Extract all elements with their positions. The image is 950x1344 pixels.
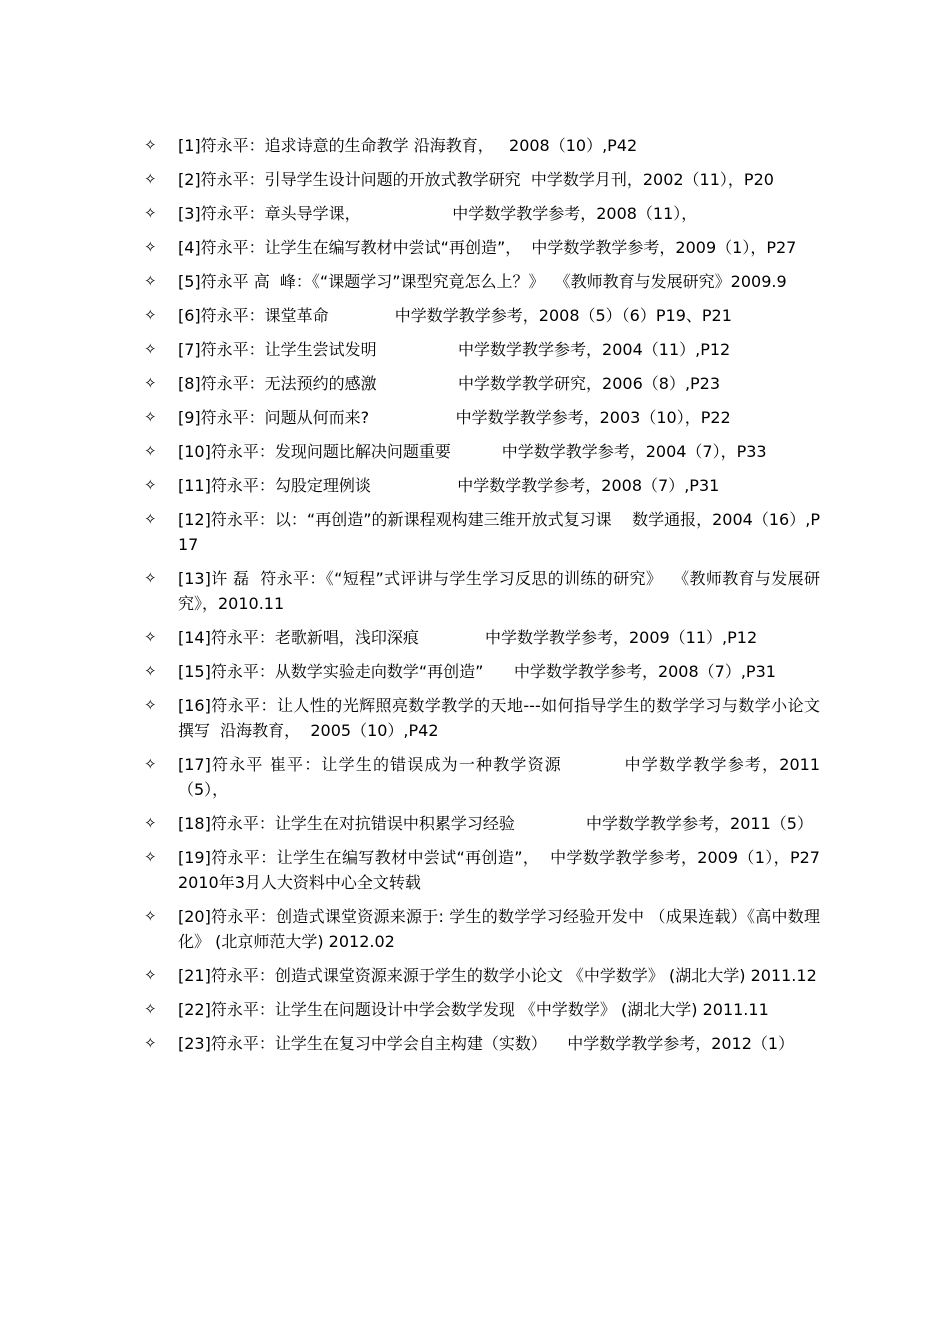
reference-item (140, 752, 820, 802)
reference-text: [17]符永平 崔平：让学生的错误成为一种教学资源 中学数学教学参考，2011（5）， (178, 755, 820, 799)
diamond-bullet-icon: ✧ (144, 136, 157, 154)
diamond-bullet-icon: ✧ (144, 306, 157, 324)
diamond-bullet-icon: ✧ (144, 442, 157, 460)
reference-item (140, 625, 820, 650)
reference-text: [7]符永平：让学生尝试发明 中学数学教学参考，2004（11）,P12 (178, 340, 731, 359)
diamond-bullet-icon: ✧ (144, 814, 157, 832)
reference-item (140, 439, 820, 464)
reference-text: [11]符永平：勾股定理例谈 中学数学教学参考，2008（7）,P31 (178, 476, 720, 495)
reference-text: [15]符永平：从数学实验走向数学“再创造” 中学数学教学参考，2008（7）,P31 (178, 662, 776, 681)
reference-item (140, 405, 820, 430)
diamond-bullet-icon: ✧ (144, 204, 157, 222)
reference-text: [5]符永平 高 峰：《“课题学习”课型究竟怎么上？》 《教师教育与发展研究》2009.9 (178, 272, 787, 291)
reference-item (140, 845, 831, 895)
diamond-bullet-icon: ✧ (144, 966, 157, 984)
reference-item (140, 997, 820, 1022)
diamond-bullet-icon: ✧ (144, 408, 157, 426)
diamond-bullet-icon: ✧ (144, 476, 157, 494)
reference-list (140, 133, 831, 1065)
reference-item (140, 659, 820, 684)
reference-text: [22]符永平：让学生在问题设计中学会数学发现 《中学数学》 (湖北大学) 2011.11 (178, 1000, 769, 1019)
reference-text: [9]符永平：问题从何而来? 中学数学教学参考，2003（10），P22 (178, 408, 731, 427)
reference-item (140, 371, 820, 396)
diamond-bullet-icon: ✧ (144, 662, 157, 680)
reference-item (140, 811, 820, 836)
reference-text: [20]符永平：创造式课堂资源来源于: 学生的数学学习经验开发中 （成果连载）《高中数理化》 (北京师范大学) 2012.02 (178, 907, 820, 951)
diamond-bullet-icon: ✧ (144, 1000, 157, 1018)
reference-item (140, 473, 820, 498)
reference-item (140, 269, 820, 294)
diamond-bullet-icon: ✧ (144, 510, 157, 528)
diamond-bullet-icon: ✧ (144, 238, 157, 256)
reference-item (140, 337, 820, 362)
diamond-bullet-icon: ✧ (144, 569, 157, 587)
reference-text: [13]许 磊 符永平：《“短程”式评讲与学生学习反思的训练的研究》 《教师教育与发展研究》，2010.11 (178, 569, 820, 613)
reference-item (140, 133, 820, 158)
reference-item (140, 1031, 820, 1056)
diamond-bullet-icon: ✧ (144, 848, 157, 866)
reference-text: [16]符永平：让人性的光辉照亮数学教学的天地---如何指导学生的数学学习与数学小论文撰写 沿海教育， 2005（10）,P42 (178, 696, 820, 740)
reference-item (140, 167, 820, 192)
diamond-bullet-icon: ✧ (144, 170, 157, 188)
reference-text: [6]符永平：课堂革命 中学数学教学参考，2008（5）（6）P19、P21 (178, 306, 732, 325)
reference-text: [3]符永平：章头导学课， 中学数学教学参考，2008（11）， (178, 204, 698, 223)
reference-text: [8]符永平：无法预约的感激 中学数学教学研究，2006（8）,P23 (178, 374, 721, 393)
reference-text: [4]符永平：让学生在编写教材中尝试“再创造”， 中学数学教学参考，2009（1），P27 (178, 238, 797, 257)
reference-item (140, 507, 820, 557)
diamond-bullet-icon: ✧ (144, 374, 157, 392)
diamond-bullet-icon: ✧ (144, 696, 157, 714)
reference-text: [2]符永平：引导学生设计问题的开放式教学研究 中学数学月刊，2002（11），P20 (178, 170, 774, 189)
reference-text: [18]符永平：让学生在对抗错误中积累学习经验 中学数学教学参考，2011（5） (178, 814, 813, 833)
reference-text: [1]符永平：追求诗意的生命教学 沿海教育， 2008（10）,P42 (178, 136, 638, 155)
reference-item (140, 303, 820, 328)
diamond-bullet-icon: ✧ (144, 340, 157, 358)
diamond-bullet-icon: ✧ (144, 272, 157, 290)
reference-text: [19]符永平：让学生在编写教材中尝试“再创造”， 中学数学教学参考，2009（1），P27 2010年3月人大资料中心全文转载 (178, 848, 831, 892)
reference-item (140, 235, 820, 260)
reference-item (140, 963, 820, 988)
reference-text: [23]符永平：让学生在复习中学会自主构建（实数） 中学数学教学参考，2012（1） (178, 1034, 795, 1053)
diamond-bullet-icon: ✧ (144, 907, 157, 925)
reference-text: [12]符永平：以：“再创造”的新课程观构建三维开放式复习课 数学通报，2004（16）,P17 (178, 510, 820, 554)
diamond-bullet-icon: ✧ (144, 1034, 157, 1052)
diamond-bullet-icon: ✧ (144, 628, 157, 646)
reference-item (140, 693, 820, 743)
reference-item (140, 904, 820, 954)
reference-text: [14]符永平：老歌新唱，浅印深痕 中学数学教学参考，2009（11）,P12 (178, 628, 758, 647)
reference-item (140, 201, 820, 226)
reference-text: [10]符永平：发现问题比解决问题重要 中学数学教学参考，2004（7），P33 (178, 442, 767, 461)
reference-item (140, 566, 820, 616)
diamond-bullet-icon: ✧ (144, 755, 157, 773)
reference-text: [21]符永平：创造式课堂资源来源于学生的数学小论文 《中学数学》 (湖北大学) 2011.12 (178, 966, 817, 985)
